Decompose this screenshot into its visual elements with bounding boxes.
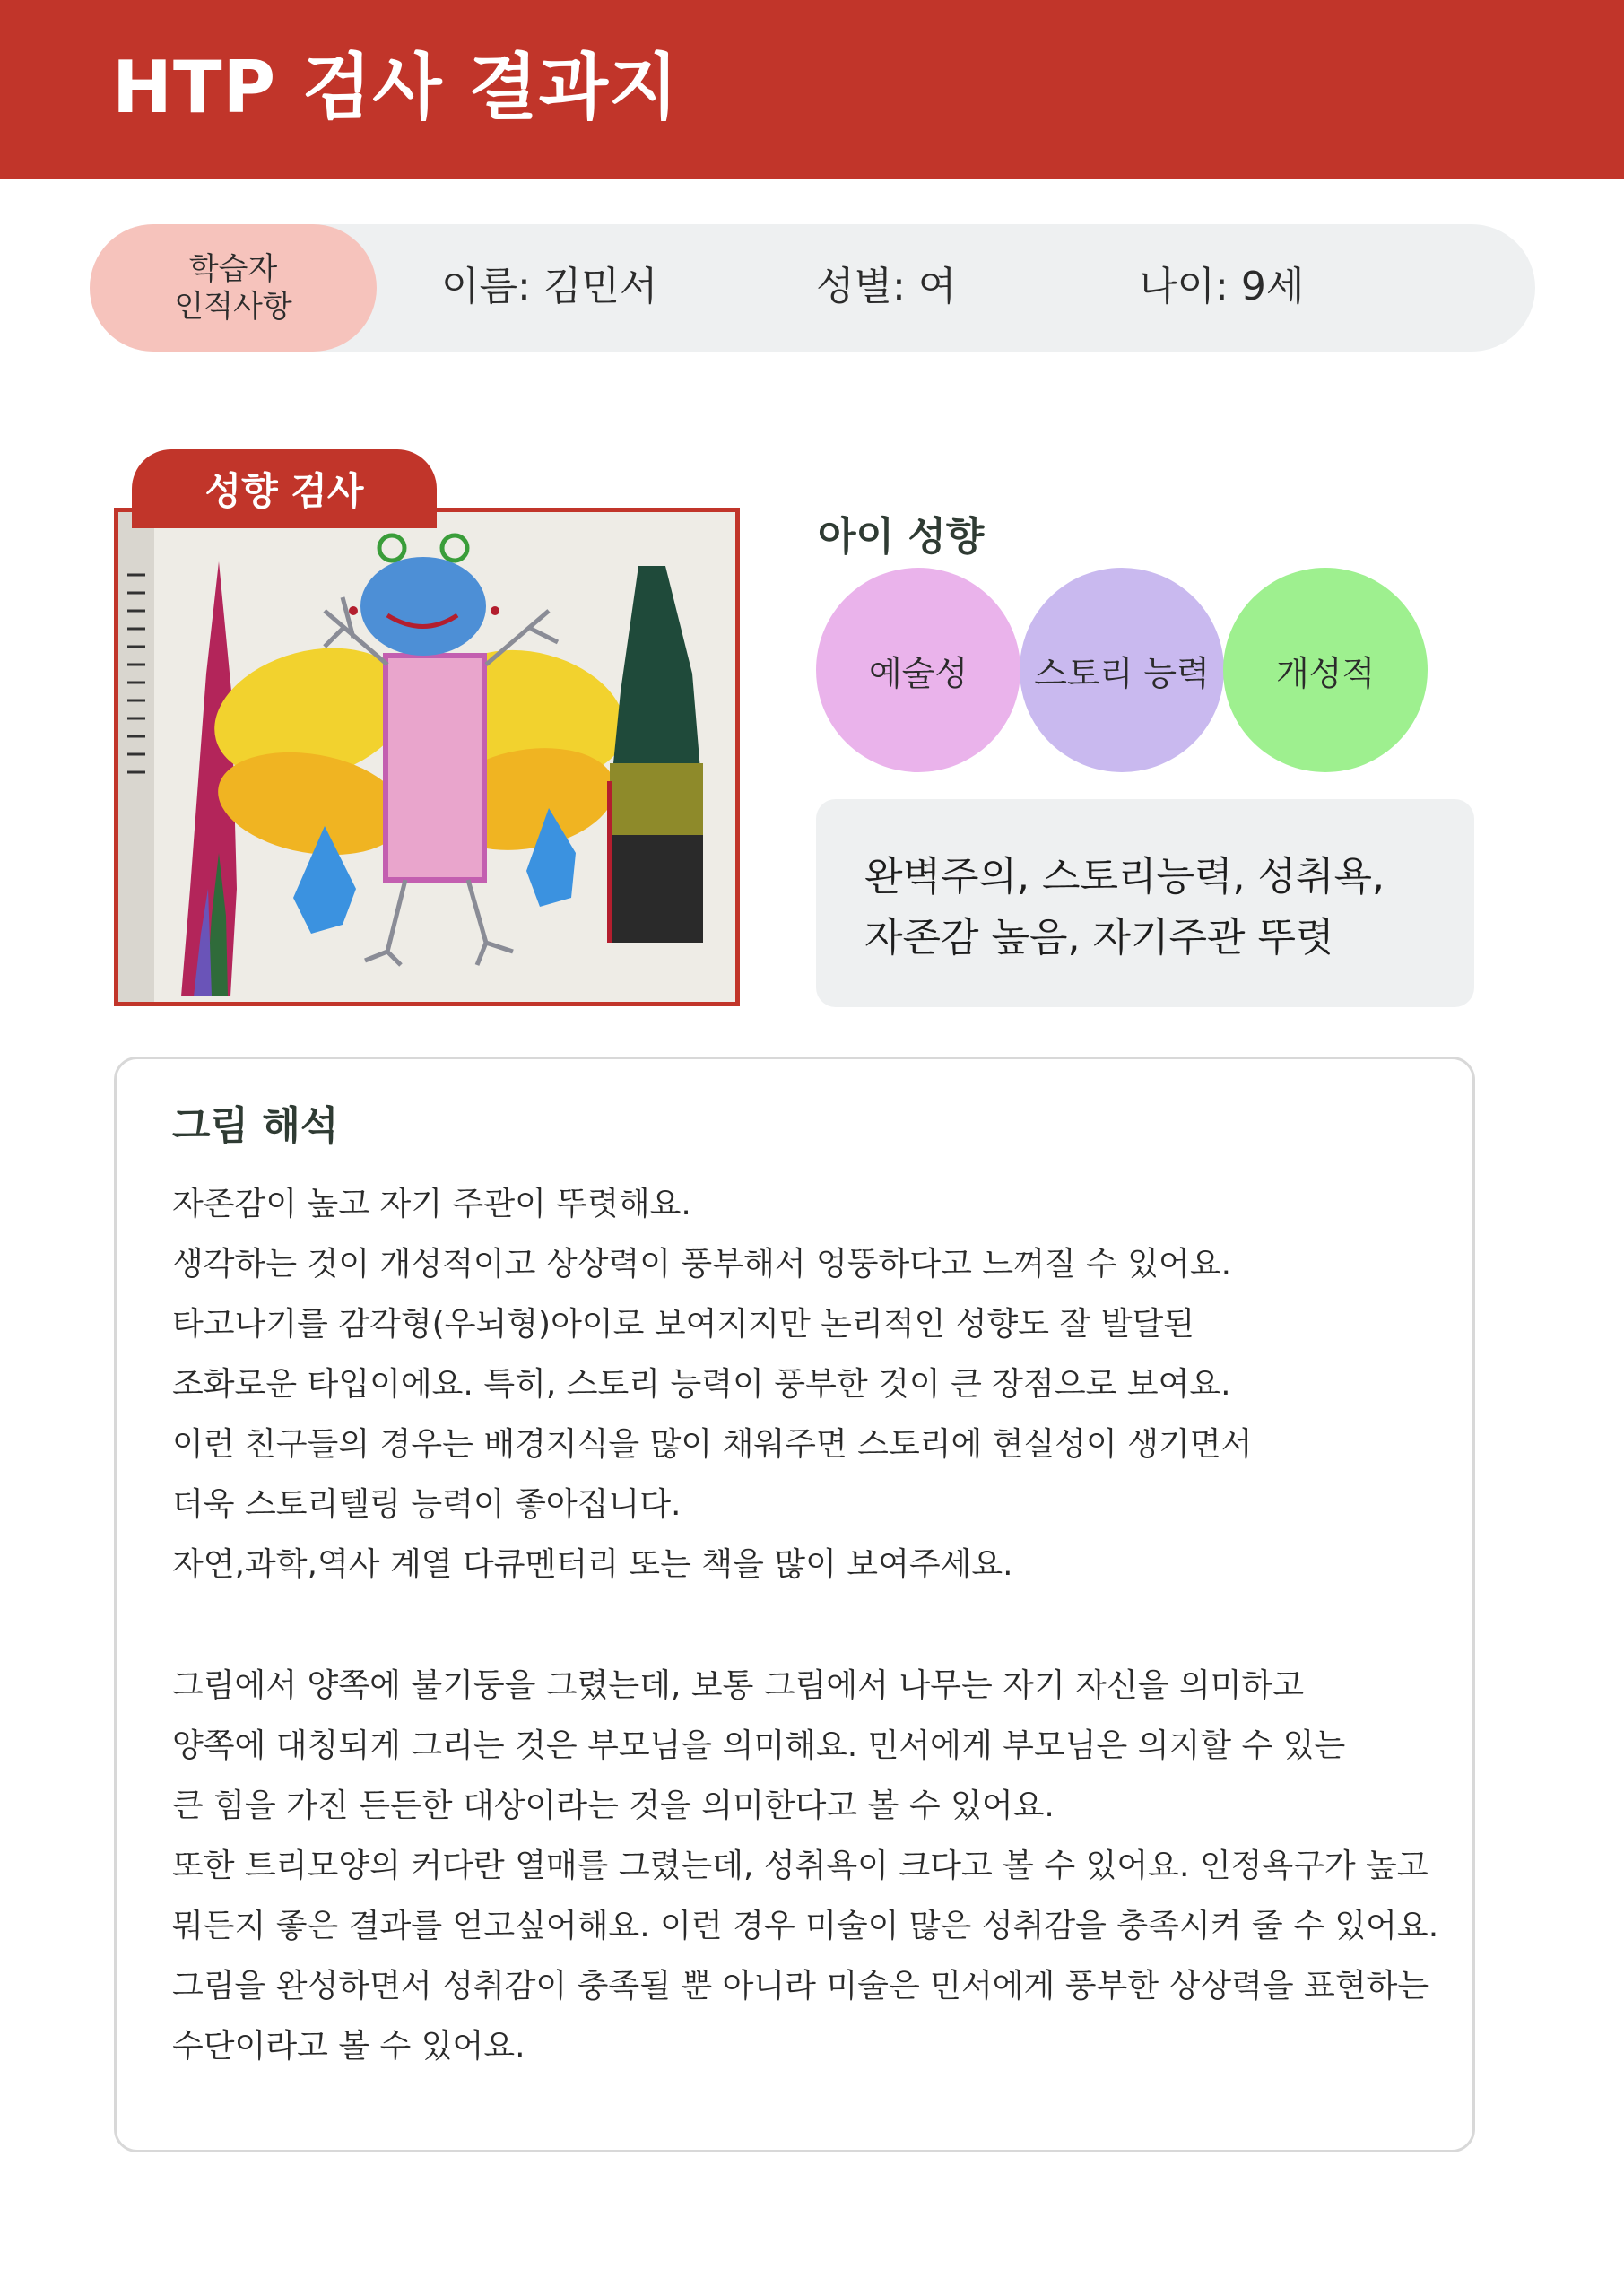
learner-gender: 성별: 여	[816, 264, 957, 309]
interpretation-line: 조화로운 타입이에요. 특히, 스토리 능력이 풍부한 것이 큰 장점으로 보여요.	[172, 1366, 1231, 1403]
interpretation-line: 큰 힘을 가진 든든한 대상이라는 것을 의미한다고 볼 수 있어요.	[172, 1787, 1055, 1824]
trait-circle-individual	[1223, 568, 1428, 772]
interpretation-line: 자연,과학,역사 계열 다큐멘터리 또는 책을 많이 보여주세요.	[172, 1546, 1013, 1583]
header-bar	[0, 0, 1624, 179]
summary-line: 완벽주의, 스토리능력, 성취욕,	[864, 854, 1385, 900]
learner-info-bar	[90, 224, 1535, 352]
interpretation-line: 이런 친구들의 경우는 배경지식을 많이 채워주면 스토리에 현실성이 생기면서	[172, 1426, 1253, 1463]
trait-summary-box	[816, 799, 1474, 1007]
interpretation-line: 양쪽에 대칭되게 그리는 것은 부모님을 의미해요. 민서에게 부모님은 의지할 수 있는	[172, 1727, 1346, 1764]
interpretation-line: 생각하는 것이 개성적이고 상상력이 풍부해서 엉뚱하다고 느껴질 수 있어요.	[172, 1246, 1232, 1283]
summary-line: 자존감 높음, 자기주관 뚜렷	[864, 915, 1334, 961]
photo-tab-label: 성향 검사	[132, 449, 437, 528]
trait-label: 예술성	[868, 653, 968, 693]
interpretation-card	[114, 1057, 1475, 2152]
interpretation-line: 또한 트리모양의 커다란 열매를 그렸는데, 성취욕이 크다고 볼 수 있어요. 인정욕구가 높고	[172, 1848, 1429, 1884]
interpretation-line: 뭐든지 좋은 결과를 얻고싶어해요. 이런 경우 미술이 많은 성취감을 충족시켜 줄 수 있어요.	[172, 1908, 1439, 1944]
learner-age: 나이: 9세	[1139, 264, 1305, 309]
learner-info-badge	[90, 224, 377, 352]
child-drawing-image	[118, 512, 735, 1002]
learner-name: 이름: 김민서	[441, 264, 658, 309]
trait-circle-story	[1020, 568, 1224, 772]
trait-circle-artistic	[816, 568, 1020, 772]
drawing-photo	[114, 508, 740, 1006]
interpretation-line: 수단이라고 볼 수 있어요.	[172, 2028, 525, 2065]
interpretation-line: 더욱 스토리텔링 능력이 좋아집니다.	[172, 1486, 682, 1523]
traits-title: 아이 성향	[818, 514, 985, 560]
interpretation-line: 그림에서 양쪽에 불기둥을 그렸는데, 보통 그림에서 나무는 자기 자신을 의미하고	[172, 1667, 1305, 1704]
badge-line-2: 인적사항	[174, 289, 292, 325]
trait-label: 스토리 능력	[1034, 653, 1210, 693]
interpretation-title: 그림 해석	[172, 1103, 339, 1149]
trait-label: 개성적	[1275, 653, 1376, 693]
interpretation-line: 자존감이 높고 자기 주관이 뚜렷해요.	[172, 1186, 691, 1222]
badge-line-1: 학습자	[188, 250, 278, 287]
page-title: HTP 검사 결과지	[112, 46, 680, 129]
interpretation-line: 그림을 완성하면서 성취감이 충족될 뿐 아니라 미술은 민서에게 풍부한 상상력을 표현하는	[172, 1968, 1429, 2005]
interpretation-line: 타고나기를 감각형(우뇌형)아이로 보여지지만 논리적인 성향도 잘 발달된	[172, 1306, 1195, 1343]
